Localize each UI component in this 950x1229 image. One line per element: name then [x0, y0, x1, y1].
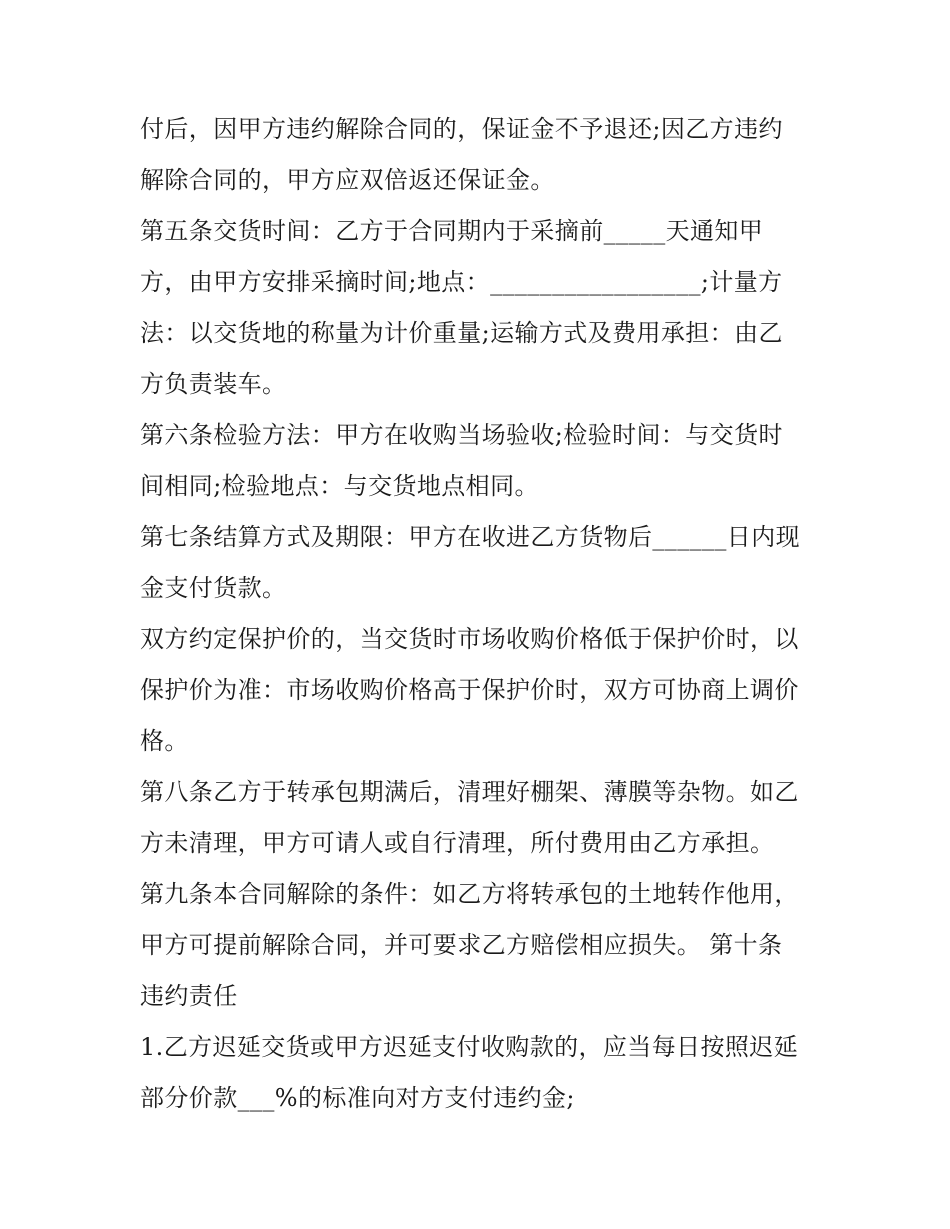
text-line: 甲方可提前解除合同，并可要求乙方赔偿相应损失。 第十条 [140, 931, 783, 959]
text-line: 部分价款___%的标准向对方支付违约金; [140, 1084, 575, 1112]
text-line: 付后，因甲方违约解除合同的，保证金不予退还;因乙方违约 [140, 115, 783, 143]
document-body [140, 104, 820, 1124]
text-line: 保护价为准：市场收购价格高于保护价时，双方可协商上调价 [140, 676, 799, 704]
text-line: 方，由甲方安排采摘时间;地点：_________________;计量方 [140, 268, 783, 296]
text-line: 第五条交货时间：乙方于合同期内于采摘前_____天通知甲 [140, 217, 764, 245]
text-line: 第六条检验方法：甲方在收购当场验收;检验时间：与交货时 [140, 421, 783, 449]
text-line: 格。 [140, 727, 189, 755]
text-line: 法：以交货地的称量为计价重量;运输方式及费用承担：由乙 [140, 319, 783, 347]
text-line: 方负责装车。 [140, 370, 287, 398]
text-line: 间相同;检验地点：与交货地点相同。 [140, 472, 539, 500]
text-line: 双方约定保护价的，当交货时市场收购价格低于保护价时，以 [140, 625, 799, 653]
text-line: 方未清理，甲方可请人或自行清理，所付费用由乙方承担。 [140, 829, 775, 857]
text-line: 第九条本合同解除的条件：如乙方将转承包的土地转作他用， [140, 880, 799, 908]
text-line: 违约责任 [140, 982, 238, 1010]
text-line: 金支付货款。 [140, 574, 287, 602]
text-line: 第七条结算方式及期限：甲方在收进乙方货物后______日内现 [140, 523, 800, 551]
text-line: 第八条乙方于转承包期满后，清理好棚架、薄膜等杂物。如乙 [140, 778, 799, 806]
text-line: 解除合同的，甲方应双倍返还保证金。 [140, 166, 555, 194]
text-line: 1.乙方迟延交货或甲方迟延支付收购款的，应当每日按照迟延 [140, 1033, 799, 1061]
